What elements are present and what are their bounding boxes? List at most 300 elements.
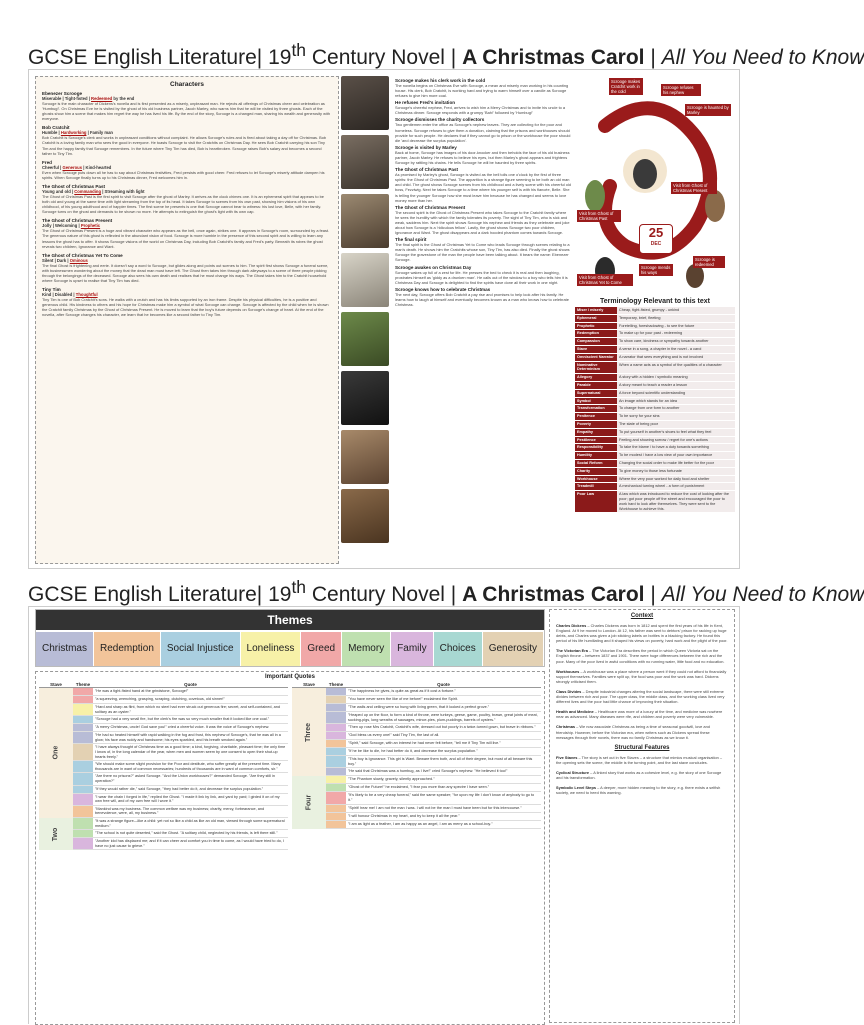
quote-row bbox=[73, 806, 288, 818]
quote-text: "Heaped up on the floor, to form a kind of throne, were turkeys, geese, game, poultry, brawn, great joints of meat, sucking-pigs, long wreaths of sausages, mince-pies, plum-puddings, barrels of oysters." bbox=[348, 713, 538, 722]
quote-row bbox=[326, 732, 541, 740]
quote-row bbox=[73, 773, 288, 785]
term-word: Penitence bbox=[575, 413, 617, 420]
timeline-label-6: Scrooge mends his ways bbox=[639, 264, 673, 276]
timeline-label-4: Visit from Ghost of Christmas Present bbox=[671, 182, 717, 194]
timeline-label-8: Scrooge is redeemed bbox=[693, 256, 725, 268]
quote-rows bbox=[73, 688, 288, 818]
quote-row bbox=[326, 704, 541, 712]
term-word: Charity bbox=[575, 468, 617, 475]
term-word: Omniscient Narrator bbox=[575, 354, 617, 361]
terminology-row bbox=[575, 338, 735, 346]
quote-text: "Ghost of the Future!" he exclaimed, "I fear you more than any spectre I have seen." bbox=[348, 785, 490, 790]
title-book-2: A Christmas Carol bbox=[462, 583, 645, 606]
quote-row bbox=[73, 716, 288, 724]
plot-heading: The final spirit bbox=[395, 237, 427, 243]
character-traits-a: Humble | bbox=[42, 130, 61, 136]
themes-row bbox=[36, 632, 544, 666]
terminology-row bbox=[575, 382, 735, 390]
quote-text: "Another idol has displaced me; and if it can cheer and comfort you in time to come, as I would have tried to do, I have no just cause to grieve." bbox=[95, 839, 284, 848]
quote-theme-swatch bbox=[326, 732, 346, 739]
stave-label: Three bbox=[305, 722, 313, 742]
structural-text: – The story is set out in five Staves – a structure that mimics musical organisation – the opening sets the scene, the middle is the turning point, and the last stave concludes. bbox=[556, 754, 723, 765]
terminology-row bbox=[575, 476, 735, 484]
terminology-row bbox=[575, 362, 735, 375]
character-description: Even when Scrooge puts down all he has to say about Christmas festivities, Fred persists with good cheer. Fred refuses to let Scrooge's miserly attitude dampen his spirits. When Scrooge finally turns up to his Christmas dinner, Fred welcomes him in. bbox=[42, 169, 325, 180]
term-definition: Temporary, brief, fleeting bbox=[617, 315, 735, 322]
quote-text: "He was a tight-fisted hand at the grindstone, Scrooge!" bbox=[95, 689, 189, 693]
quote-theme-swatch bbox=[73, 818, 93, 829]
stave-block bbox=[39, 818, 288, 850]
theme-choices: Choices bbox=[434, 632, 483, 666]
character-name: The Ghost of Christmas Yet To Come bbox=[42, 252, 123, 258]
timeline-label-7: Visit from Ghost of Christmas Yet to Come bbox=[577, 274, 633, 286]
title-tagline: All You Need to Know bbox=[661, 46, 864, 69]
quote-text: "Are there no prisons?" asked Scrooge. "And the Union workhouses?" demanded Scrooge. "Are they still in operation?" bbox=[95, 774, 276, 783]
theme-redemption: Redemption bbox=[94, 632, 161, 666]
quote-theme-swatch bbox=[326, 813, 346, 820]
context-heading: Charles Dickens bbox=[556, 623, 587, 628]
context-title: Context bbox=[630, 613, 654, 619]
quote-theme-swatch bbox=[326, 792, 346, 803]
character-description: Bob Cratchit is Scrooge's clerk and works in unpleasant conditions without complaint. He allows Scrooge's rules and is fired about taking a day off for Christmas. Bob Cratchit is a loving family man who sees the good in everyone. He toasts Scrooge to visit the Cratchits on Christmas Day. He sees Bob Cratchit carrying his son Tiny Tim and the happy family that Scrooge remembers. In the future where Tiny Tim has died, Bob is heartbroken. Scrooge raises Bob's salary and becomes a second father to Tiny Tim. bbox=[42, 135, 327, 156]
quote-row bbox=[326, 813, 541, 821]
theme-greed: Greed bbox=[301, 632, 342, 666]
character-name: Tiny Tim bbox=[42, 287, 61, 293]
quote-theme-swatch bbox=[73, 716, 93, 723]
terminology-table bbox=[575, 307, 735, 513]
quote-text: "I have always thought of Christmas time as a good time; a kind, forgiving, charitable, pleasant time; the only time I know of, in the long calendar of the year, when men and women seem by one consent to open their shut-up hearts freely." bbox=[95, 745, 286, 759]
structural-item bbox=[556, 770, 728, 780]
quote-row bbox=[73, 732, 288, 744]
term-word: Miser / miserly bbox=[575, 307, 617, 314]
character-description: The Ghost of Christmas Present is a huge and vibrant character who appears as the bell, once again, strikes one. It appears in Scrooge's room, surrounded by a feast. The generous nature of this ghost is reflected in the abundant vision of food. Scrooge is more humble in the presence of this second spirit and is willing to learn any lessons the ghost has to offer. It shows Scrooge visions of the world on Christmas Day, including Bob Cratchit's family and Fred's party. Beneath its robes the ghost reveals two children, Ignorance and Want. bbox=[42, 228, 330, 249]
quote-row bbox=[326, 821, 541, 829]
term-definition: To be sorry for your sins bbox=[617, 413, 735, 420]
ghost-present-figure-icon bbox=[585, 180, 605, 212]
quote-theme-swatch bbox=[326, 805, 346, 812]
quote-text: "He said that Christmas was a humbug, as I live!" cried Scrooge's nephew. "He believed it too!" bbox=[348, 769, 508, 774]
title-mid: Century Novel | bbox=[306, 46, 463, 69]
structural-item bbox=[556, 785, 728, 795]
theme-christmas: Christmas bbox=[36, 632, 94, 666]
scrooge-redeemed-figure-icon bbox=[705, 190, 725, 222]
character-entry bbox=[42, 91, 332, 121]
context-item bbox=[556, 669, 728, 684]
tiny-tim-image bbox=[341, 430, 389, 484]
term-word: Supernatural bbox=[575, 390, 617, 397]
terminology-row bbox=[575, 390, 735, 398]
title-book: A Christmas Carol bbox=[462, 46, 645, 69]
title-tagline-2: All You Need to Know bbox=[661, 583, 864, 606]
context-heading: Class Divides bbox=[556, 688, 582, 694]
character-key-trait: Redeemed bbox=[91, 96, 113, 101]
title-prefix-2: GCSE English Literature| 19 bbox=[28, 583, 292, 606]
quote-text: "It's likely to be a very cheap funeral," said the same speaker; "for upon my life I don't know of anybody to go to it." bbox=[348, 793, 535, 802]
quote-row bbox=[73, 688, 288, 696]
plot-text: Two gentlemen enter the office as Scrooge's nephew leaves. They are collecting for the poor and homeless. Scrooge refuses to give them a donation, claiming that the prisons and workhouses should provide for such people. He declares that if they cannot go to prison or the workhouse the poor should die 'and decrease the surplus population'. bbox=[395, 122, 571, 143]
quote-theme-swatch bbox=[73, 786, 93, 793]
plot-text: The second spirit is the Ghost of Christmas Present who takes Scrooge to the Cratchit family where he sees the humility with which the family tolerates its poverty. The sight of Tiny Tim, who is sick and weak, saddens him. Next the spirit shows Scrooge his nephew and friends as they celebrate and joke about how Scrooge is a 'ridiculous fellow'. Lastly, the ghost shows Scrooge two poor children, Ignorance and Want. The ghost disappears and a dark hooded phantom comes towards Scrooge. bbox=[395, 209, 570, 236]
quote-text: "This boy is Ignorance. This girl is Want. Beware them both, and all of their degree, but most of all beware this boy." bbox=[348, 757, 533, 766]
character-traits-a: Young and old | bbox=[42, 188, 75, 194]
term-word: Prophetic bbox=[575, 323, 617, 330]
quote-row bbox=[326, 756, 541, 768]
knowledge-organiser-page-1 bbox=[28, 69, 740, 569]
quote-row bbox=[73, 761, 288, 773]
plot-text: The next day, Scrooge offers Bob Cratchit a pay rise and promises to help look after his family. He learns how to laugh at himself and eventually becomes known as a man who knows how to celebrate Christmas. bbox=[395, 291, 569, 307]
character-traits-a: Jolly | Welcoming | bbox=[42, 223, 81, 229]
character-key-trait: Ominous bbox=[69, 257, 88, 263]
quote-theme-swatch bbox=[73, 696, 93, 703]
quote-row bbox=[326, 805, 541, 813]
quote-text: "Mankind was my business. The common welfare was my business; charity, mercy, forbearance, and benevolence, were, all, my business." bbox=[95, 806, 265, 816]
quote-theme-swatch bbox=[73, 838, 93, 849]
title-mid-2: Century Novel | bbox=[306, 583, 463, 606]
term-word: Stave bbox=[575, 346, 617, 353]
ghost-future-image bbox=[341, 371, 389, 425]
context-item bbox=[556, 689, 728, 704]
plot-timeline bbox=[575, 76, 735, 294]
structural-list bbox=[556, 755, 728, 796]
quote-text: "The walls and ceiling were so hung with living green, that it looked a perfect grove." bbox=[348, 705, 490, 709]
quote-text: "The happiness he gives, is quite as great as if it cost a fortune." bbox=[348, 689, 456, 693]
quote-rows bbox=[326, 688, 541, 776]
quote-theme-swatch bbox=[73, 704, 93, 715]
term-definition: A narrator that sees everything and is not involved bbox=[617, 354, 735, 361]
term-word: Nominative Determinism bbox=[575, 362, 617, 374]
col-theme: Theme bbox=[75, 682, 91, 687]
term-definition: When a name acts as a symbol of the qualities of a character bbox=[617, 362, 735, 374]
title-sep: | bbox=[644, 46, 662, 69]
quote-theme-swatch bbox=[326, 768, 346, 775]
theme-generosity: Generosity bbox=[483, 632, 544, 666]
christmas-day-calendar bbox=[639, 224, 673, 254]
timeline-label-2: Scrooge refuses his nephew bbox=[661, 84, 701, 96]
quote-row bbox=[73, 830, 288, 838]
quote-theme-swatch bbox=[73, 732, 93, 743]
quote-text: "Then up rose Mrs Cratchit, Cratchit's wife, dressed out but poorly in a twice-turned gown, but brave in ribbons." bbox=[348, 725, 536, 730]
character-key-trait: Commanding bbox=[74, 188, 102, 194]
stave-cell bbox=[39, 688, 73, 818]
quote-theme-swatch bbox=[73, 830, 93, 837]
title-sup: th bbox=[291, 40, 307, 60]
plot-heading: Scrooge awakes on Christmas Day bbox=[395, 264, 472, 270]
character-traits-b: by the end bbox=[112, 96, 135, 101]
terminology-row bbox=[575, 491, 735, 513]
quote-theme-swatch bbox=[73, 761, 93, 772]
quote-theme-swatch bbox=[73, 724, 93, 731]
terminology-row bbox=[575, 429, 735, 437]
stave-block bbox=[292, 688, 541, 776]
cratchit-image bbox=[341, 135, 389, 189]
term-definition: To give money to those less fortunate bbox=[617, 468, 735, 475]
quote-text: "Spirit," said Scrooge, with an interest he had never felt before, "tell me if Tiny Tim will live." bbox=[348, 741, 501, 746]
structural-heading: Symbolic Level Steps bbox=[556, 785, 597, 791]
scrooge-image bbox=[341, 76, 389, 130]
terminology-title: Terminology Relevant to this text bbox=[600, 298, 710, 305]
context-list bbox=[556, 623, 728, 740]
character-key-trait: Prophetic bbox=[80, 223, 101, 229]
context-item bbox=[556, 724, 728, 739]
character-key-trait: Thoughtful bbox=[75, 292, 98, 298]
term-definition: A verse in a song, a chapter in the novel - a carol bbox=[617, 346, 735, 353]
structural-text: – A deeper, more hidden meaning to the story, e.g. there exists a selfish society, we need to heed this warning. bbox=[556, 785, 721, 796]
stave-cell bbox=[292, 776, 326, 828]
quote-text: "You have never seen the like of me before!" exclaimed the Spirit. bbox=[348, 697, 458, 701]
quote-theme-swatch bbox=[73, 806, 93, 817]
context-text: – Charles Dickens was born in 1812 and spent the first years of his life in Kent, England. At 9 he moved to London. At 12, his father was sent to debtors' prison for racking up huge debts, and Charles was given a job sticking labels on bottles in a blacking factory. He found this period of his life humiliating and it shaped his views on poverty, hard work and the plight of the poor. bbox=[556, 623, 728, 644]
characters-title: Characters bbox=[170, 81, 204, 88]
quote-theme-swatch bbox=[326, 748, 346, 755]
term-definition: To take the blame / to have a duty towards something bbox=[617, 444, 735, 451]
terminology-row bbox=[575, 405, 735, 413]
plot-text: Scrooge's cheerful nephew, Fred, arrives to wish him a Merry Christmas and to invite his uncle to a Christmas dinner. Scrooge responds with a grumpy 'Bah!' followed by 'Humbug!' bbox=[395, 105, 566, 116]
quote-row bbox=[326, 724, 541, 732]
term-definition: To put yourself in another's shoes to feel what they feel bbox=[617, 429, 735, 436]
themes-box bbox=[35, 609, 545, 667]
quotes-column-right bbox=[292, 682, 541, 850]
plot-heading: The Ghost of Christmas Present bbox=[395, 204, 466, 210]
quote-row bbox=[73, 704, 288, 716]
plot-text: As promised by Marley's ghost, Scrooge is visited as the bell tolls one o'clock by the first of three spirits: the Ghost of Christmas Past. The apparition is a strange figure seeming to be both an old man and child. The ghost shows Scrooge scenes from his childhood and a lively scene with his cheerful old boss, Fezziwig. Next he takes Scrooge to a time where his younger self is with his fiancée, Belle. She is telling the younger Scrooge how she must leave him because he has changed and seems to love money more than her. bbox=[395, 172, 571, 203]
quote-rows bbox=[73, 818, 288, 850]
quotes-title: Important Quotes bbox=[264, 674, 315, 680]
page-title-bottom bbox=[28, 577, 864, 607]
title-prefix: GCSE English Literature| 19 bbox=[28, 46, 292, 69]
quote-text: "I am as light as a feather, I am as happy as an angel, I am as merry as a school-boy." bbox=[348, 821, 493, 826]
stave-block bbox=[292, 776, 541, 828]
character-entry bbox=[42, 218, 332, 248]
quote-theme-swatch bbox=[326, 688, 346, 695]
terminology-row bbox=[575, 421, 735, 429]
quote-theme-swatch bbox=[326, 776, 346, 783]
plot-heading: Scrooge is visited by Marley bbox=[395, 144, 457, 150]
character-traits-a: Silent | Dark | bbox=[42, 257, 70, 263]
terminology-row bbox=[575, 460, 735, 468]
term-definition: To make up for your past - redeeming bbox=[617, 330, 735, 337]
character-traits-b: | Family man bbox=[86, 130, 113, 136]
quote-text: "He had so heated himself with rapid walking in the fog and frost, this nephew of Scrooge's, that he was all in a glow; his face was ruddy and handsome; his eyes sparkled, and his breath smoked again." bbox=[95, 733, 281, 742]
character-description: The final Ghost is frightening and eerie. It doesn't say a word to Scrooge, but glides along and points out scenes to him. The spirit first shows Scrooge a funeral scene, with businessmen wondering about the money that the dead man must have left. The Ghost then takes him through dark alleyways to a scene of three people picking through the belongings of the deceased. Scrooge also sees his own death and realises that he must change his ways. The Ghost takes him to the Cratchit household where Scrooge is upset to realise that Tiny Tim has died. bbox=[42, 262, 329, 283]
calendar-month: DEC bbox=[650, 241, 662, 247]
terminology-row bbox=[575, 315, 735, 323]
character-key-trait: Hardworking bbox=[60, 130, 87, 136]
context-text: – Despite industrial changes altering the social landscape, there were still extreme divides between rich and poor. The upper class, the middle class, and the working class lived very different lives and the poor had little chance of improving their situation. bbox=[556, 688, 725, 705]
quote-text: "We should make some slight provision for the Poor and destitute, who suffer greatly at the present time. Many thousands are in want of common necessaries; hundreds of thousands are in want of common comforts, sir." bbox=[95, 762, 281, 771]
timeline-label-1: Scrooge makes Cratchit work in the cold bbox=[609, 78, 643, 95]
col-quote-r: Quote bbox=[437, 682, 450, 687]
stave-label: One bbox=[52, 746, 60, 760]
term-definition: Cheap, tight-fisted, grumpy - unkind bbox=[617, 307, 735, 314]
character-traits-b: | Streaming with light bbox=[101, 188, 145, 194]
character-entry bbox=[42, 125, 332, 155]
quote-text: "The Phantom slowly, gravely, silently approached." bbox=[348, 777, 435, 782]
character-description: The Ghost of Christmas Past is the first spirit to visit Scrooge after the ghost of Marley. It arrives as the clock chimes one. It is an ephemeral spirit that appears to be both old and young at the same time with light streaming from the top of its head. It takes Scrooge to scenes from his own past, showing him visions of his own childhood, of his young adulthood and of happier times. The first scene he presents is one that Scrooge cannot bear to witness: his lost love, Belle, with her family. Scrooge turns on the ghost and demands to be shown no more. He attempts to extinguish the ghost's light with its own cap. bbox=[42, 193, 324, 215]
terminology-box bbox=[575, 298, 735, 564]
term-word: Treadmill bbox=[575, 483, 617, 490]
term-definition: A mechanical turning wheel - a form of punishment bbox=[617, 483, 735, 490]
quote-theme-swatch bbox=[73, 688, 93, 695]
quote-text: "The school is not quite deserted," said the Ghost. "A solitary child, neglected by his friends, is left there still." bbox=[95, 831, 278, 836]
quote-row bbox=[326, 688, 541, 696]
context-heading: Health and Medicine bbox=[556, 709, 594, 715]
plot-text: Back at home, Scrooge has images of his door-knocker and then beholds the face of his old business partner, Jacob Marley. He refuses to believe his eyes, but then Marley's ghost appears and frightens Scrooge by rattling his chains. He tells Scrooge he will be haunted by three spirits. bbox=[395, 149, 570, 166]
stave-cell bbox=[292, 688, 326, 776]
plot-heading: Scrooge dismisses the charity collectors bbox=[395, 117, 485, 123]
quote-text: "God bless us every one!" said Tiny Tim, the last of all. bbox=[348, 733, 440, 738]
terminology-row bbox=[575, 468, 735, 476]
plot-text: Scrooge wakes up full of a zest for life. He presses the bed to check it is real and then laughing, prostrates himself as 'giddy as a drunken man'. He calls out of the window to a boy who tells him it is Christmas Day and Scrooge is delighted to find the spirits have done all their work in one night. bbox=[395, 269, 568, 285]
stave-block bbox=[39, 688, 288, 818]
quote-theme-swatch bbox=[73, 744, 93, 760]
quote-row bbox=[326, 712, 541, 724]
ghost-past-image bbox=[341, 253, 389, 307]
term-definition: A story with a hidden / symbolic meaning bbox=[617, 374, 735, 381]
term-definition: Changing the social order to make life better for the poor bbox=[617, 460, 735, 467]
plot-heading: Scrooge makes his clerk work in the cold bbox=[395, 78, 486, 83]
term-word: Responsibility bbox=[575, 444, 617, 451]
term-word: Workhouse bbox=[575, 476, 617, 483]
col-theme-r: Theme bbox=[328, 682, 344, 687]
characters-box bbox=[35, 76, 339, 564]
context-heading: The Victorian Era bbox=[556, 648, 588, 654]
term-definition: Feeling and showing sorrow / regret for one's actions bbox=[617, 437, 735, 444]
terminology-row bbox=[575, 444, 735, 452]
term-definition: A force beyond scientific understanding bbox=[617, 390, 735, 397]
term-word: Parable bbox=[575, 382, 617, 389]
quote-row bbox=[326, 740, 541, 748]
quote-row bbox=[73, 818, 288, 830]
stave-label: Two bbox=[52, 827, 60, 841]
ghost-present-image bbox=[341, 312, 389, 366]
terminology-row bbox=[575, 437, 735, 445]
quote-text: "I will honour Christmas in my heart, and try to keep it all the year." bbox=[348, 813, 460, 818]
character-entry bbox=[42, 287, 332, 317]
quote-row bbox=[73, 794, 288, 806]
character-description: Scrooge is the main character of Dickens's novella and is first presented as a miserly, unpleasant man. He rejects all offerings of Christmas cheer and celebration as 'Humbug!'. On Christmas Eve he is visited by the ghost of his old business partner, Jacob Marley, who warns him that he will be visited by three ghosts. Each of the ghosts show him a scene that makes him regret the way he has lived his life. By the end of the story, Scrooge is a changed man, sharing his wealth and generosity with everyone. bbox=[42, 101, 330, 122]
quote-text: "A merry Christmas, uncle! God save you!" cried a cheerful voice. It was the voice of Scrooge's nephew. bbox=[95, 725, 270, 730]
term-word: Humility bbox=[575, 452, 617, 459]
character-name: The Ghost of Christmas Present bbox=[42, 218, 113, 224]
character-list bbox=[42, 91, 332, 317]
term-word: Symbol bbox=[575, 398, 617, 405]
scrooge-figure-icon bbox=[633, 159, 657, 189]
context-item bbox=[556, 648, 728, 663]
plot-text: The novella begins on Christmas Eve with Scrooge, a mean and miserly man working in his counting house. His clerk, Bob Cratchit, is working hard and trying to warm himself over a candle as Scrooge refuses to give him more coal. bbox=[395, 83, 569, 99]
quote-theme-swatch bbox=[326, 704, 346, 711]
character-traits-b: | Kind-hearted bbox=[82, 164, 112, 170]
quote-theme-swatch bbox=[326, 696, 346, 703]
context-text: – The Victorian Era describes the period in which Queen Victoria sat on the English throne – between 1837 and 1901. There were huge differences between the rich and the poor. Many of the poor lived in awful conditions with no running water, little food and no education. bbox=[556, 648, 725, 664]
context-heading: Christmas bbox=[556, 724, 576, 730]
quote-row bbox=[326, 696, 541, 704]
terminology-row bbox=[575, 398, 735, 406]
terminology-row bbox=[575, 354, 735, 362]
context-item bbox=[556, 709, 728, 719]
term-definition: An image which stands for an idea bbox=[617, 398, 735, 405]
theme-loneliness: Loneliness bbox=[241, 632, 302, 666]
themes-header: Themes bbox=[36, 610, 544, 630]
term-definition: A story meant to teach a reader a lesson bbox=[617, 382, 735, 389]
term-definition: Foretelling, foreshadowing - to see the future bbox=[617, 323, 735, 330]
term-definition: A law which was introduced to reduce the cost of looking after the poor; got poor people off the street and encouraged the poor to work hard to look after themselves. They were sent to the Workhouse to achieve this. bbox=[617, 491, 735, 512]
character-traits-a: Miserable | Tight-fisted | bbox=[42, 96, 92, 101]
term-word: Social Reform bbox=[575, 460, 617, 467]
character-description: Tiny Tim is one of Bob Cratchit's sons. He walks with a crutch and has his limbs supported by an iron frame. Despite his physical difficulties, he is a positive and generous child. His kindness to others and his hope for Christmas make him a symbol of what Scrooge can change. Scrooge is affected by the child when he is shown the Cratchit family Christmas by the Ghost of Christmas Present. He is moved to learn that the boy's future depends on Scrooge's change of heart. At the end of the novella, after Scrooge changes his character, we learn that he becomes like a second father to Tiny Tim. bbox=[42, 297, 329, 318]
character-images bbox=[341, 76, 391, 564]
term-word: Pestilence bbox=[575, 437, 617, 444]
term-definition: Where the very poor worked for daily food and shelter bbox=[617, 476, 735, 483]
context-text: – A workhouse was a place where a person went if they could not afford to financially support themselves. Families were split up, the food was poor and the work was hard. Dickens strongly criticised them. bbox=[556, 668, 727, 684]
quote-row bbox=[326, 784, 541, 792]
structural-text: – A linked story that works as a cohesive level, e.g. the story of one Scrooge and his transformation. bbox=[556, 769, 722, 780]
term-word: Poor Law bbox=[575, 491, 617, 512]
cratchit-family-image bbox=[341, 489, 389, 543]
terminology-row bbox=[575, 330, 735, 338]
structural-heading: Cyclical Structure bbox=[556, 769, 590, 775]
terminology-row bbox=[575, 452, 735, 460]
plot-heading: Scrooge knows how to celebrate Christmas bbox=[395, 286, 491, 292]
structural-heading: Five Staves bbox=[556, 754, 578, 760]
character-name: The Ghost of Christmas Past bbox=[42, 183, 106, 189]
character-name: Ebenezer Scrooge bbox=[42, 91, 83, 96]
structural-item bbox=[556, 755, 728, 765]
timeline-label-5: Visit from Ghost of Christmas Past bbox=[577, 210, 621, 222]
title-sep-2: | bbox=[644, 583, 662, 606]
quote-row bbox=[73, 786, 288, 794]
col-stave-r: Stave bbox=[303, 682, 315, 687]
term-word: Allegory bbox=[575, 374, 617, 381]
quote-row bbox=[73, 744, 288, 761]
context-item bbox=[556, 623, 728, 643]
character-entry bbox=[42, 160, 332, 180]
timeline-label-3: Scrooge is haunted by Marley bbox=[685, 104, 731, 116]
plot-heading: He refuses Fred's invitation bbox=[395, 100, 456, 106]
quotes-box bbox=[35, 671, 545, 1025]
quote-text: "Spirit! hear me! I am not the man I was. I will not be the man I must have been but for this intercourse." bbox=[348, 805, 522, 810]
term-word: Poverty bbox=[575, 421, 617, 428]
plot-summary bbox=[395, 76, 571, 564]
quote-row bbox=[326, 748, 541, 756]
page-title-top bbox=[28, 40, 864, 70]
quote-text: "It was a strange figure—like a child: yet not so like a child as like an old man, viewed through some supernatural medium." bbox=[95, 818, 285, 828]
term-word: Empathy bbox=[575, 429, 617, 436]
theme-memory: Memory bbox=[342, 632, 391, 666]
theme-social-injustice: Social Injustice bbox=[161, 632, 241, 666]
context-box bbox=[549, 609, 735, 1023]
col-quote: Quote bbox=[184, 682, 197, 687]
quote-row bbox=[73, 724, 288, 732]
calendar-day: 25 bbox=[648, 225, 664, 240]
stave-cell bbox=[39, 818, 73, 850]
title-sup-2: th bbox=[291, 577, 307, 597]
term-definition: To be modest / have a low view of your own importance bbox=[617, 452, 735, 459]
terminology-row bbox=[575, 323, 735, 331]
quote-text: "If they would rather die," said Scrooge, "they had better do it, and decrease the surplus population." bbox=[95, 786, 264, 791]
quote-theme-swatch bbox=[326, 784, 346, 791]
quote-theme-swatch bbox=[326, 740, 346, 747]
quote-row bbox=[73, 838, 288, 850]
terminology-row bbox=[575, 483, 735, 491]
quotes-column-left bbox=[39, 682, 288, 850]
quote-theme-swatch bbox=[326, 756, 346, 767]
quote-row bbox=[326, 792, 541, 804]
term-definition: To change from one form to another bbox=[617, 405, 735, 412]
term-definition: To show care, kindness or sympathy towards another bbox=[617, 338, 735, 345]
quote-row bbox=[73, 696, 288, 704]
theme-family: Family bbox=[391, 632, 433, 666]
